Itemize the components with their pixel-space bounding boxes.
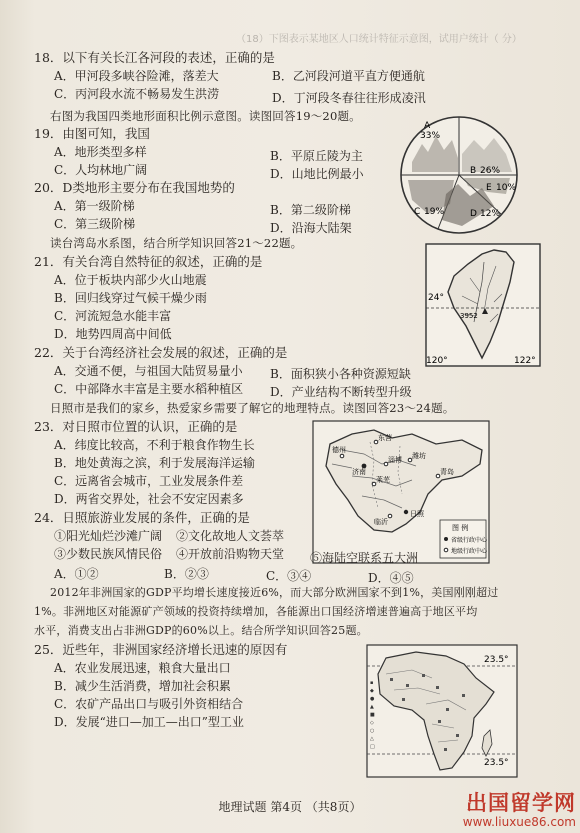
q22-stem: 22．关于台湾经济社会发展的叙述，正确的是	[34, 345, 288, 360]
q18-stem: 18．以下有关长江各河段的表述，正确的是	[34, 50, 275, 65]
q22-option-c: C．中部降水丰富是主要水稻种植区	[54, 382, 244, 396]
svg-text:▪: ▪	[370, 680, 374, 686]
q24-stem: 24．日照旅游业发展的条件，正确的是	[34, 510, 250, 525]
map-label-zibo: 淄博	[388, 456, 402, 464]
taiwan-lon-east: 122°	[514, 356, 536, 366]
map-label-weifang: 潍坊	[412, 452, 426, 460]
pie-value-c: 19%	[424, 207, 445, 217]
intro-19-20: 右图为我国四类地形面积比例示意图。读图回答19～20题。	[50, 109, 361, 123]
pie-label-a: A	[424, 121, 431, 131]
q24-statement-2: ②文化故地人文荟萃	[176, 529, 285, 543]
q24-statement-1: ①阳光灿烂沙滩广阔	[54, 529, 163, 543]
q24-option-a: A．①②	[54, 567, 99, 581]
q19-option-a: A．地形类型多样	[54, 145, 147, 159]
africa-lat-south: 23.5°	[484, 758, 509, 768]
map-label-linyi: 临沂	[374, 518, 388, 526]
q18-option-b: B．乙河段河道平直方便通航	[272, 69, 425, 83]
taiwan-river-map	[424, 242, 544, 370]
pie-value-d: 12%	[480, 209, 501, 219]
pie-value-b: 26%	[480, 166, 501, 176]
bleed-through-text: （18）下图表示某地区人口统计特征示意图，试用户统计（ 分）	[236, 34, 522, 45]
map-label-qingdao: 青岛	[440, 468, 454, 476]
q23-option-c: C．远离省会城市，工业发展条件差	[54, 474, 244, 488]
q19-stem: 19．由图可知，我国	[34, 126, 150, 141]
terrain-pie-figure	[398, 114, 520, 236]
pie-value-a: 33%	[420, 131, 441, 141]
svg-text:□: □	[370, 744, 375, 750]
watermark-url: www.liuxue86.com	[462, 815, 576, 829]
map-label-dezhou: 德州	[332, 446, 346, 454]
q25-stem: 25．近些年，非洲国家经济增长迅速的原因有	[34, 642, 288, 657]
intro-25-line-2: 1%。非洲地区对能源矿产领域的投资持续增加，各能源出口国经济增速普遍高于地区平均	[34, 605, 478, 618]
q21-option-d: D．地势四周高中间低	[54, 327, 172, 341]
q21-option-b: B．回归线穿过气候干燥少雨	[54, 291, 207, 305]
svg-text:▲: ▲	[370, 704, 374, 710]
map-legend-provincial: 省级行政中心	[451, 537, 488, 544]
intro-23-24: 日照市是我们的家乡，热爱家乡需要了解它的地理特点。读图回答23～24题。	[50, 401, 455, 415]
africa-map	[366, 644, 518, 778]
q25-option-d: D．发展“进口—加工—出口”型工业	[54, 715, 244, 729]
africa-lat-north: 23.5°	[484, 655, 509, 665]
q18-option-a: A．甲河段多峡谷险滩，落差大	[54, 69, 219, 83]
svg-text:●: ●	[370, 696, 375, 702]
svg-text:◇: ◇	[370, 720, 374, 726]
map-label-jinan: 济南	[352, 468, 366, 476]
q21-option-a: A．位于板块内部少火山地震	[54, 273, 207, 287]
q23-option-d: D．两省交界处，社会不安定因素多	[54, 492, 244, 506]
intro-21-22: 读台湾岛水系图，结合所学知识回答21～22题。	[50, 236, 303, 250]
q24-option-d: D．④⑤	[368, 571, 414, 585]
q24-statement-4: ④开放前沿购物天堂	[176, 547, 285, 561]
intro-25-line-1: 2012年非洲国家的GDP平均增长速度接近6%，而大部分欧洲国家不到1%，美国刚刚超过	[50, 586, 499, 599]
q18-option-d: D．丁河段冬春往往形成凌汛	[272, 91, 426, 105]
pie-label-e: E	[486, 183, 492, 193]
map-legend-prefecture: 地级行政中心	[451, 548, 488, 555]
map-label-laiwu: 莱芜	[376, 476, 390, 484]
taiwan-lat-label: 24°	[428, 293, 444, 303]
svg-text:○: ○	[370, 728, 375, 734]
page-footer: 地理试题 第4页 （共8页）	[218, 800, 362, 814]
q20-option-a: A．第一级阶梯	[54, 199, 135, 213]
q24-option-c: C．③④	[266, 569, 312, 583]
q22-option-b: B．面积狭小各种资源短缺	[270, 367, 411, 381]
pie-value-e: 10%	[496, 183, 517, 193]
q21-stem: 21．有关台湾自然特征的叙述，正确的是	[34, 254, 263, 269]
q22-option-a: A．交通不便，与祖国大陆贸易量小	[54, 364, 243, 378]
pie-label-d: D	[470, 209, 477, 219]
q18-option-c: C．丙河段水流不畅易发生洪涝	[54, 87, 220, 101]
q24-statement-5: ⑤海陆空联系五大洲	[310, 551, 419, 565]
q21-option-c: C．河流短急水能丰富	[54, 309, 172, 323]
pie-label-b: B	[470, 166, 477, 176]
rizhao-location-map	[312, 420, 492, 566]
q20-option-d: D．沿海大陆架	[270, 221, 352, 235]
q19-option-b: B．平原丘陵为主	[270, 149, 363, 163]
map-label-dongying: 东营	[378, 434, 392, 442]
q20-option-c: C．第三级阶梯	[54, 217, 136, 231]
q20-option-b: B．第二级阶梯	[270, 203, 351, 217]
site-watermark	[434, 791, 576, 829]
q25-option-a: A．农业发展迅速，粮食大量出口	[54, 661, 231, 675]
q22-option-d: D．产业结构不断转型升级	[270, 385, 412, 399]
taiwan-lon-west: 120°	[426, 356, 448, 366]
map-label-rizhao: 日照	[410, 510, 424, 518]
q23-option-b: B．地处黄海之滨，利于发展海洋运输	[54, 456, 255, 470]
q24-statement-3: ③少数民族风情民俗	[54, 547, 163, 561]
watermark-title: 出国留学网	[466, 791, 576, 815]
q23-option-a: A．纬度比较高，不利于粮食作物生长	[54, 438, 255, 452]
svg-text:◆: ◆	[370, 688, 374, 694]
q19-option-c: C．人均林地广阔	[54, 163, 148, 177]
q23-stem: 23．对日照市位置的认识，正确的是	[34, 419, 238, 434]
svg-text:△: △	[370, 736, 374, 742]
svg-text:■: ■	[370, 712, 375, 718]
q24-option-b: B．②③	[164, 567, 209, 581]
q20-stem: 20．D类地形主要分布在我国地势的	[34, 180, 235, 195]
intro-25-line-3: 水平，消费支出占非洲GDP的60%以上。结合所学知识回答25题。	[34, 624, 368, 637]
q25-option-b: B．减少生活消费，增加社会积累	[54, 679, 231, 693]
taiwan-elevation-label: 3952	[460, 312, 478, 320]
q25-option-c: C．农矿产品出口与吸引外资相结合	[54, 697, 244, 711]
map-legend-title: 图 例	[452, 524, 469, 532]
pie-label-c: C	[414, 207, 421, 217]
q19-option-d: D．山地比例最小	[270, 167, 364, 181]
